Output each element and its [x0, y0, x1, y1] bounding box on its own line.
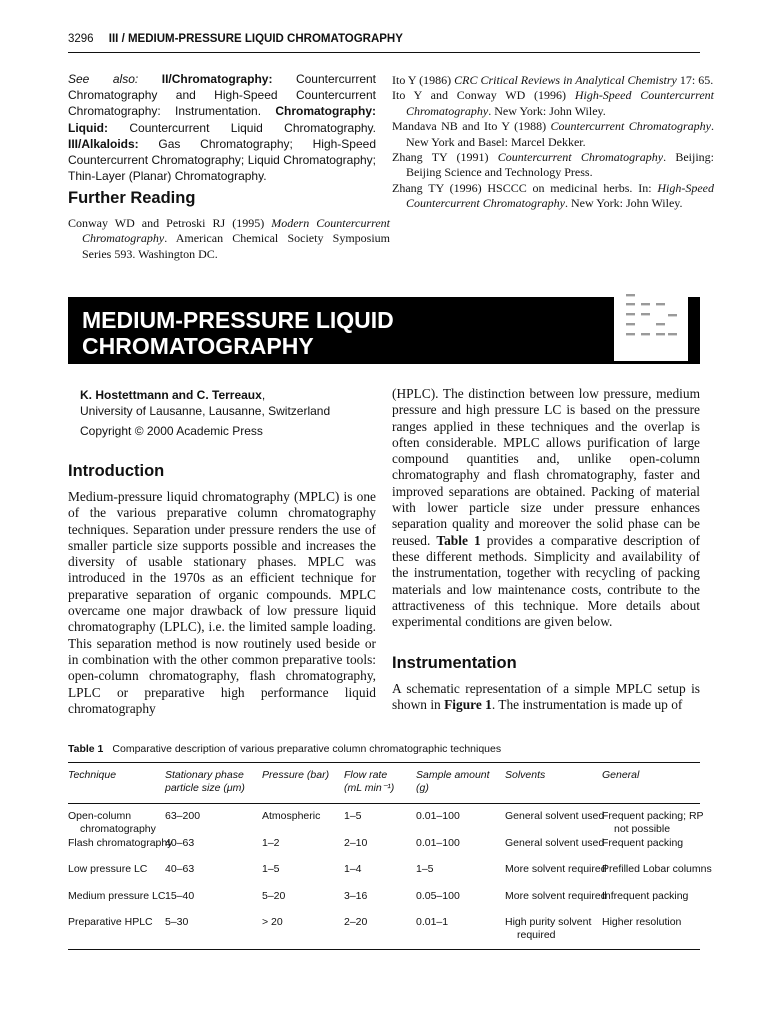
table-cell: Atmospheric — [262, 810, 321, 822]
reference-item: Zhang TY (1991) Countercurrent Chromatography. Beijing: Beijing Science and Technology Press. — [392, 150, 714, 180]
table-cell: Frequent packing — [602, 837, 684, 849]
table-header-cell: Technique — [68, 769, 117, 781]
see-also-text-3: Gas Chromatography; High-Speed Countercurrent Chromatography; Liquid Chromatography; Thin-Layer (Planar) Chromatography. — [68, 136, 376, 184]
running-header — [68, 33, 700, 45]
table-cell: 0.01–100 — [416, 810, 460, 822]
table-cell: High purity solvent required — [505, 916, 592, 942]
table-cell: 40–63 — [165, 863, 195, 875]
copyright-line: Copyright © 2000 Academic Press — [80, 424, 263, 438]
table-cell: 5–30 — [165, 916, 189, 928]
table-caption — [68, 743, 501, 755]
table-row-label: Medium pressure LC — [68, 890, 166, 902]
table-header-rule — [68, 803, 700, 804]
introduction-continued-paragraph: (HPLC). The distinction between low pressure, medium pressure and high pressure LC is based on the pressure ranges applied in these techniques and the overlap is often considerable. MPLC allows purification of large compound quantities and, unlike open-column chromatography and flash chromatography, faster and improved separations are obtained. Packing of material with lower particle size under pressure enhances separation quality and moreover the solid phase can be reused. Table 1 provides a comparative description of these different methods. Simplicity and availability of the instrumentation, together with recycling of packing materials and low maintenance costs, contribute to the attractiveness of this technique. More details about experimental conditions are given below. — [392, 386, 700, 630]
reference-item: Ito Y and Conway WD (1996) High-Speed Countercurrent Chromatography. New York: John Wiley. — [392, 88, 714, 118]
table-cell: 0.01–1 — [416, 916, 449, 928]
see-also-block — [68, 71, 376, 184]
table-header-cell: Flow rate (mL min⁻¹) — [344, 769, 395, 795]
table-cell: 1–2 — [262, 837, 280, 849]
table-cell: 0.05–100 — [416, 890, 460, 902]
article-title-banner — [68, 297, 700, 364]
table-cell: > 20 — [262, 916, 283, 928]
table-cell: 0.01–100 — [416, 837, 460, 849]
table-cell: 2–10 — [344, 837, 368, 849]
table-header-cell: General — [602, 769, 640, 781]
table-cell: 1–4 — [344, 863, 362, 875]
table-cell: Frequent packing; RP not possible — [602, 810, 704, 836]
table-cell: 1–5 — [416, 863, 434, 875]
author-block: K. Hostettmann and C. Terreaux, University of Lausanne, Lausanne, Switzerland — [80, 388, 331, 418]
article-title-line-1: MEDIUM-PRESSURE LIQUID — [82, 307, 394, 333]
instrumentation-paragraph: A schematic representation of a simple MPLC setup is shown in Figure 1. The instrumentation is made up of — [392, 681, 700, 713]
table-row-label: Low pressure LC — [68, 863, 148, 875]
table-label: Table 1 — [68, 743, 104, 755]
page-number: 3296 — [68, 33, 94, 45]
table-cell: 1–5 — [344, 810, 362, 822]
reference-item: Conway WD and Petroski RJ (1995) Modern Countercurrent Chromatography. American Chemical Society Symposium Series 593. Washington DC. — [68, 216, 390, 261]
article-title-line-2: CHROMATOGRAPHY — [82, 333, 314, 359]
author-names: K. Hostettmann and C. Terreaux — [80, 388, 262, 402]
figure-reference-link[interactable]: Figure 1 — [444, 697, 492, 713]
see-also-link-2[interactable]: Chromatography: Liquid: — [68, 104, 376, 135]
reference-item: Ito Y (1986) CRC Critical Reviews in Analytical Chemistry 17: 65. — [392, 73, 714, 87]
table-header-cell: Sample amount (g) — [416, 769, 490, 795]
table-cell: Higher resolution — [602, 916, 682, 928]
article-title — [82, 307, 394, 359]
see-also-link-1[interactable]: II/Chromatography: — [161, 72, 273, 86]
table-row-label: Flash chromatography — [68, 837, 173, 849]
table-cell: 15–40 — [165, 890, 195, 902]
table-header-cell: Pressure (bar) — [262, 769, 330, 781]
table-header-cell: Stationary phase particle size (μm) — [165, 769, 245, 795]
table-cell: 3–16 — [344, 890, 368, 902]
table-cell: 63–200 — [165, 810, 201, 822]
see-also-link-3[interactable]: III/Alkaloids: — [68, 136, 139, 151]
table-bottom-rule — [68, 949, 700, 950]
header-rule — [68, 52, 700, 53]
table-cell: Infrequent packing — [602, 890, 689, 902]
table-cell: 5–20 — [262, 890, 286, 902]
see-also-lead: See also: — [68, 72, 139, 86]
table-top-rule — [68, 762, 700, 763]
chromatography-plate-icon — [614, 288, 688, 361]
running-title: III / MEDIUM-PRESSURE LIQUID CHROMATOGRAPHY — [108, 33, 403, 45]
introduction-paragraph: Medium-pressure liquid chromatography (MPLC) is one of the various preparative column chromatography techniques. Separation under pressure renders the use of smaller particle size supports possible and increases the diversity of usable stationary phases. MPLC was introduced in the 1970s as an efficient technique for preparative separation of organic compounds. MPLC overcame one major drawback of low pressure liquid chromatography (LPLC), i.e. the limited sample loading. This separation method is now routinely used beside or in combination with the other common preparative tools: open-column chromatography, flash chromatography, LPLC or preparative high performance liquid chromatography — [68, 489, 376, 716]
table-cell: General solvent used — [505, 837, 605, 849]
reference-item: Zhang TY (1996) HSCCC on medicinal herbs. In: High-Speed Countercurrent Chromatography. New York: John Wiley. — [392, 180, 714, 211]
author-affiliation: University of Lausanne, Lausanne, Switzerland — [80, 404, 331, 418]
reference-list-left — [68, 216, 390, 262]
table-cell: 1–5 — [262, 863, 280, 875]
reference-list-right — [392, 73, 714, 212]
table-row-label: Open-column chromatography — [68, 810, 156, 836]
table-reference-link[interactable]: Table 1 — [436, 532, 481, 548]
further-reading-heading: Further Reading — [68, 189, 196, 207]
table-cell: General solvent used — [505, 810, 605, 822]
see-also-text-1: Countercurrent Chromatography and High-Speed Countercurrent Chromatography: Instrumentation. — [68, 72, 376, 119]
table-cell: More solvent required — [505, 890, 607, 902]
table-header-cell: Solvents — [505, 769, 546, 781]
instrumentation-heading: Instrumentation — [392, 654, 517, 672]
table-cell: Prefilled Lobar columns — [602, 863, 712, 875]
introduction-heading: Introduction — [68, 462, 165, 480]
table-cell: 2–20 — [344, 916, 368, 928]
table-cell: 40–63 — [165, 837, 195, 849]
see-also-text-2: Countercurrent Liquid Chromatography. — [107, 120, 376, 135]
table-caption-text: Comparative description of various preparative column chromatographic techniques — [112, 743, 502, 755]
table-cell: More solvent required — [505, 863, 607, 875]
reference-item: Mandava NB and Ito Y (1988) Countercurrent Chromatography. New York and Basel: Marcel Dekker. — [392, 119, 714, 149]
table-row-label: Preparative HPLC — [68, 916, 153, 928]
